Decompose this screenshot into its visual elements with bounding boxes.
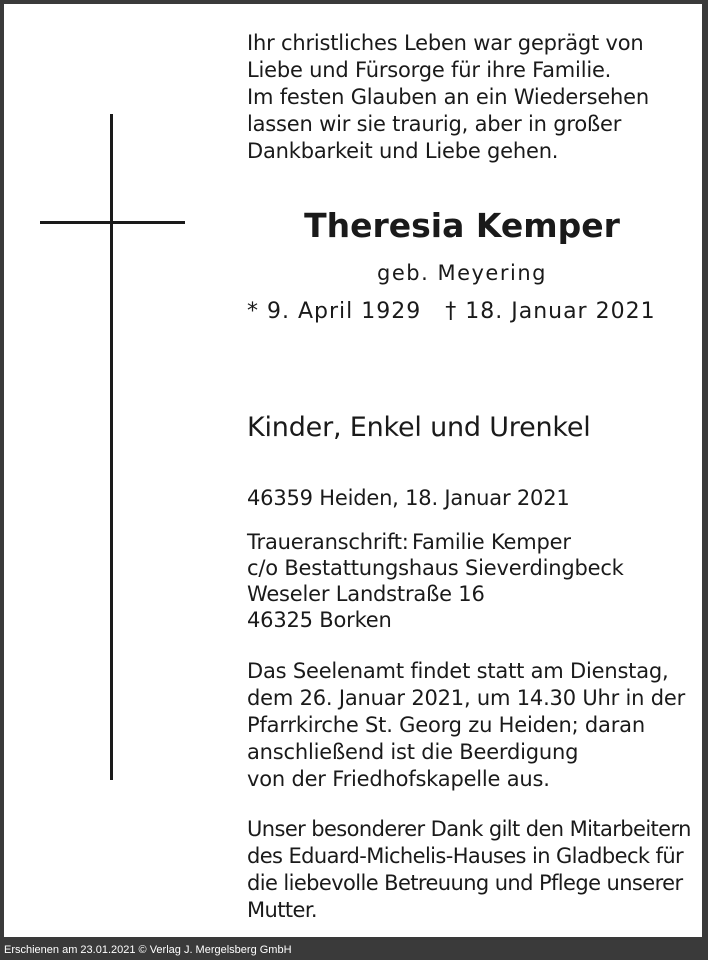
cross-icon-bar — [40, 221, 185, 224]
service-line: dem 26. Januar 2021, um 14.30 Uhr in der — [247, 686, 686, 710]
birth-date: * 9. April 1929 — [247, 299, 422, 324]
verse-line: Im festen Glauben an ein Wiedersehen — [247, 85, 649, 109]
cross-icon — [110, 114, 113, 780]
publication-footer: Erschienen am 23.01.2021 © Verlag J. Mergelsberg GmbH — [4, 944, 292, 956]
verse-line: Liebe und Fürsorge für ihre Familie. — [247, 58, 612, 82]
verse-line: Ihr christliches Leben war geprägt von — [247, 31, 644, 55]
verse-line: Dankbarkeit und Liebe gehen. — [247, 139, 559, 163]
address-line: Familie Kemper — [412, 530, 571, 554]
thanks-line: Mutter. — [247, 898, 317, 922]
thanks-line: die liebevolle Betreuung und Pflege unserer — [247, 871, 683, 895]
mourning-address — [247, 529, 624, 633]
address-line: Weseler Landstraße 16 — [247, 582, 485, 606]
service-line: von der Friedhofskapelle aus. — [247, 767, 550, 791]
service-line: anschließend ist die Beerdigung — [247, 740, 579, 764]
service-line: Pfarrkirche St. Georg zu Heiden; daran — [247, 713, 645, 737]
life-dates — [247, 296, 656, 328]
address-label: Traueranschrift: — [247, 530, 409, 554]
verse-line: lassen wir sie traurig, aber in großer — [247, 112, 622, 136]
deceased-name: Theresia Kemper — [304, 206, 620, 245]
verse — [247, 30, 649, 165]
thanks-note — [247, 816, 691, 924]
mourners: Kinder, Enkel und Urenkel — [247, 412, 591, 443]
service-line: Das Seelenamt findet statt am Dienstag, — [247, 659, 669, 683]
service-info — [247, 658, 685, 793]
address-line: c/o Bestattungshaus Sieverdingbeck — [247, 556, 624, 580]
thanks-line: Unser besonderer Dank gilt den Mitarbeitern — [247, 817, 691, 841]
place-date: 46359 Heiden, 18. Januar 2021 — [247, 486, 570, 510]
thanks-line: des Eduard-Michelis-Hauses in Gladbeck für — [247, 844, 684, 868]
obituary-card — [4, 4, 702, 937]
death-date: † 18. Januar 2021 — [445, 299, 656, 324]
birth-name: geb. Meyering — [377, 261, 547, 285]
address-line: 46325 Borken — [247, 608, 392, 632]
